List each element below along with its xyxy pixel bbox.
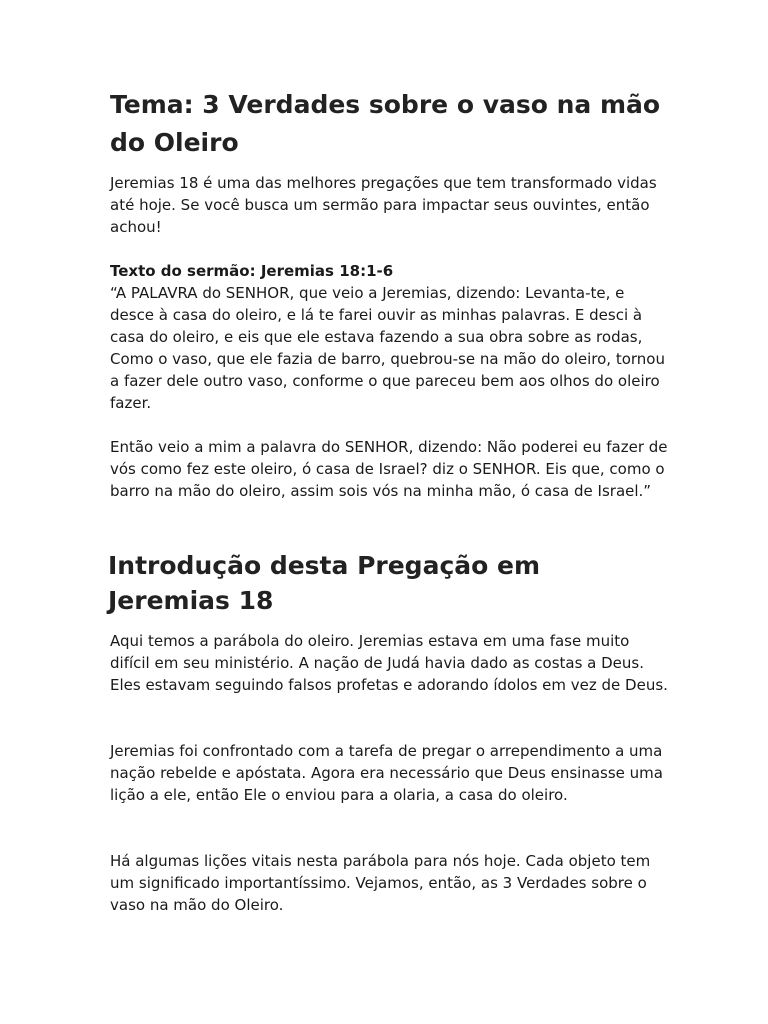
introduction-paragraph-3: Há algumas lições vitais nesta parábola para nós hoje. Cada objeto tem um significado importantíssimo. Vejamos, então, as 3 Verdades sobre o vaso na mão do Oleiro. bbox=[110, 852, 651, 914]
introduction-paragraph-1: Aqui temos a parábola do oleiro. Jeremias estava em uma fase muito difícil em seu ministério. A nação de Judá havia dado as costas a Deus. Eles estavam seguindo falsos profetas e adorando ídolos em vez de Deus. bbox=[110, 632, 668, 694]
introduction-paragraph-2: Jeremias foi confrontado com a tarefa de pregar o arrependimento a uma nação rebelde e apóstata. Agora era necessário que Deus ensinasse uma lição a ele, então Ele o enviou para a olaria, a casa do oleiro. bbox=[110, 742, 663, 804]
scripture-block bbox=[110, 260, 670, 414]
introduction-heading: Introdução desta Pregação em Jeremias 18 bbox=[108, 551, 541, 615]
scripture-paragraph-1: “A PALAVRA do SENHOR, que veio a Jeremias, dizendo: Levanta-te, e desce à casa do oleiro, e lá te farei ouvir as minhas palavras. E desci à casa do oleiro, e eis que ele estava fazendo a sua obra sobre as rodas, Como o vaso, que ele fazia de barro, quebrou-se na mão do oleiro, tornou a fazer dele outro vaso, conforme o que pareceu bem aos olhos do oleiro fazer. bbox=[110, 284, 665, 412]
article-title: Tema: 3 Verdades sobre o vaso na mão do Oleiro bbox=[110, 90, 661, 157]
scripture-heading: Texto do sermão: Jeremias 18:1-6 bbox=[110, 262, 394, 280]
scripture-paragraph-2: Então veio a mim a palavra do SENHOR, dizendo: Não poderei eu fazer de vós como fez este oleiro, ó casa de Israel? diz o SENHOR. Eis que, como o barro na mão do oleiro, assim sois vós na minha mão, ó casa de Israel.” bbox=[110, 438, 668, 500]
intro-paragraph: Jeremias 18 é uma das melhores pregações que tem transformado vidas até hoje. Se você busca um sermão para impactar seus ouvintes, então achou! bbox=[110, 174, 657, 236]
